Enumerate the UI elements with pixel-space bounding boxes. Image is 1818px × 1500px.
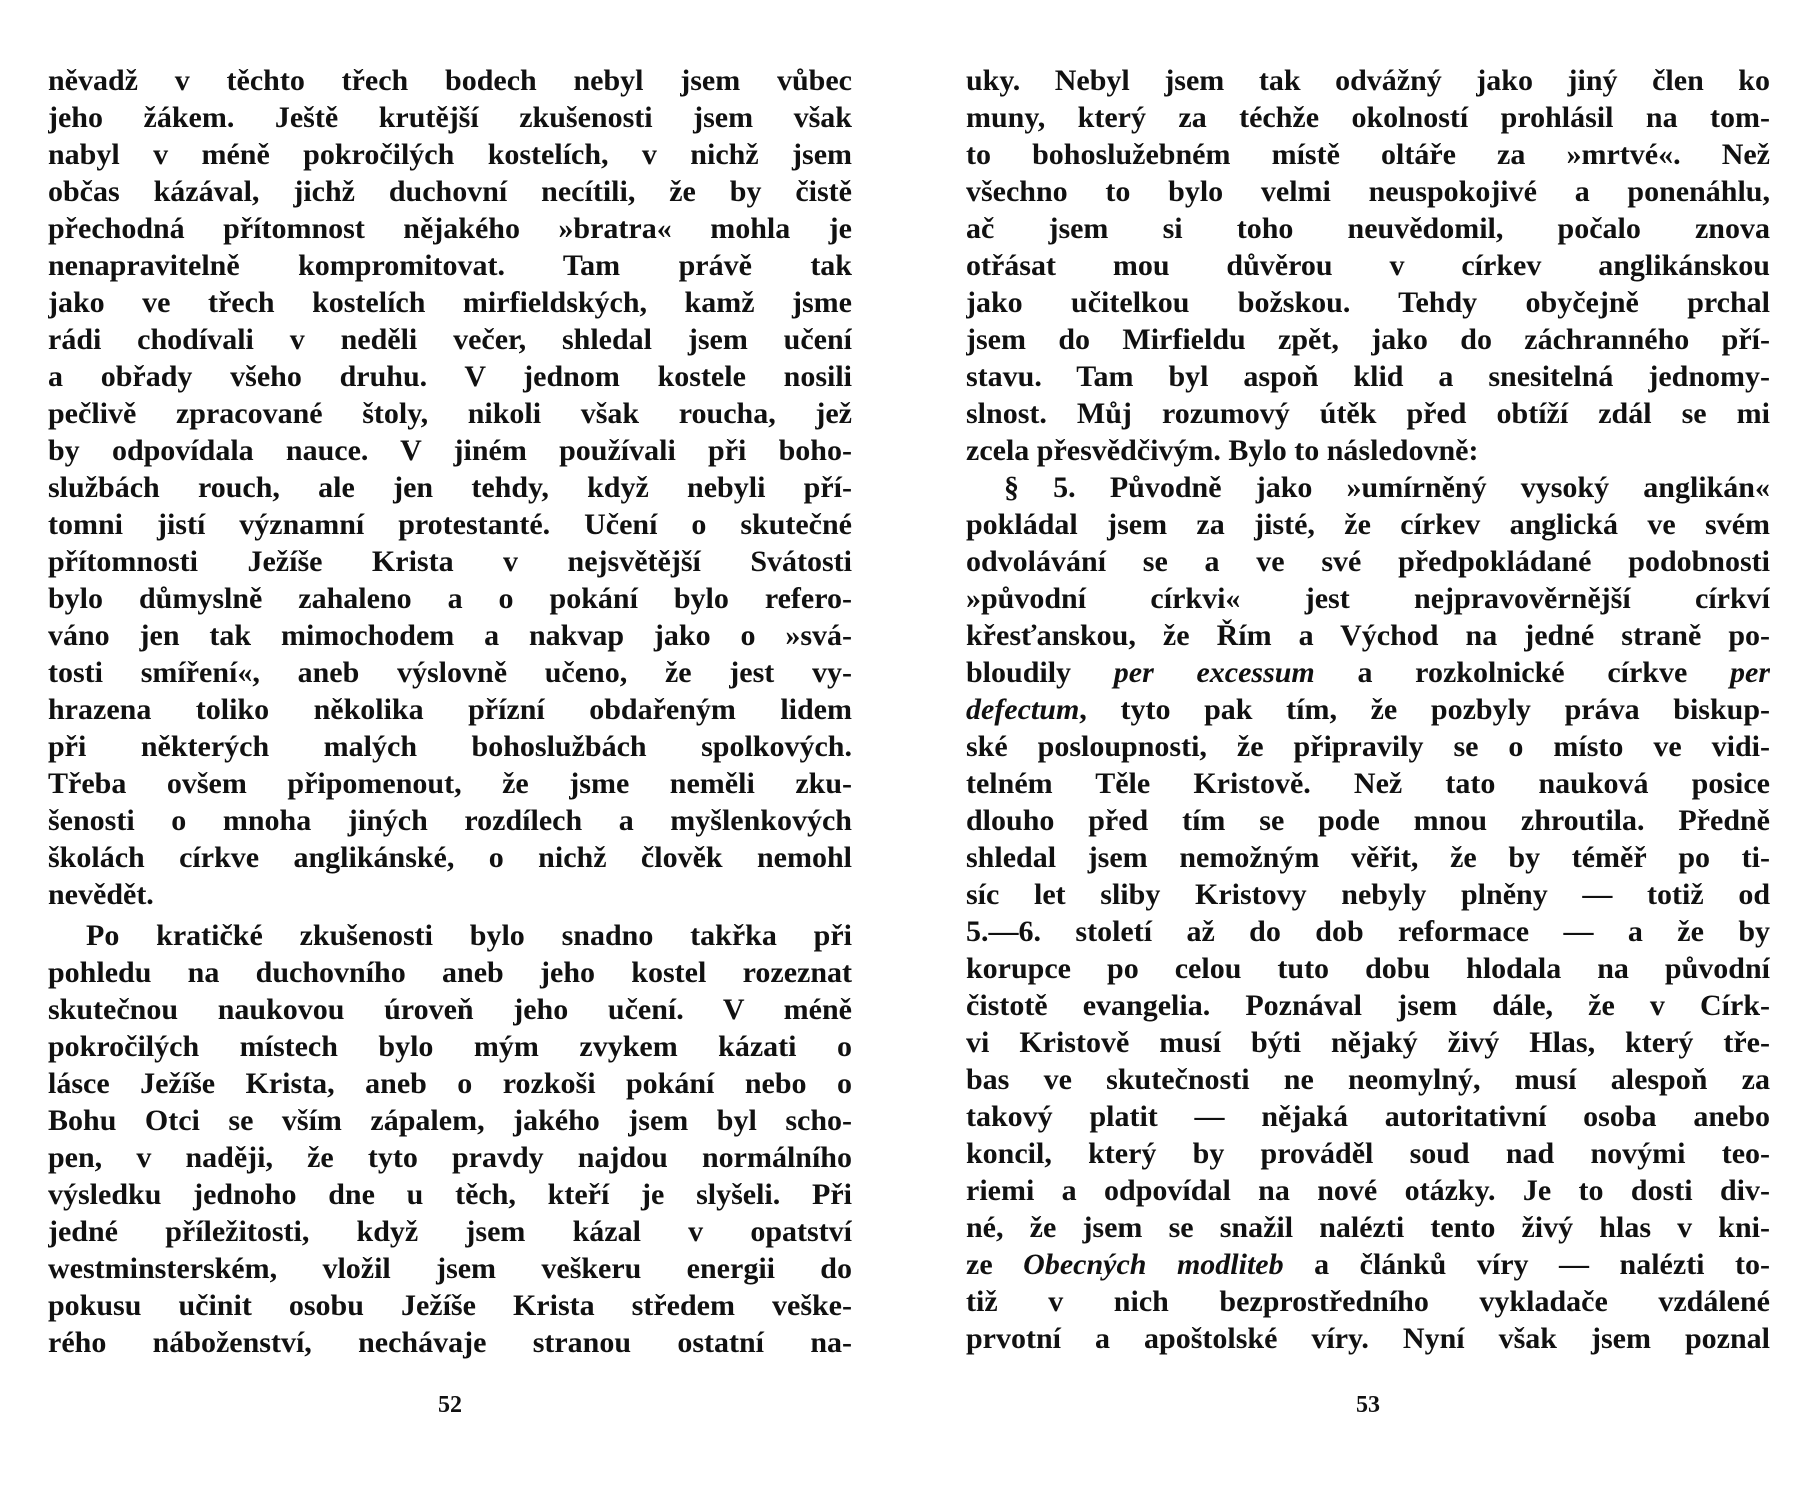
- text-line: defectum, tyto pak tím, že pozbyly práva biskup-: [966, 693, 1770, 726]
- text-line: pokládal jsem za jisté, že církev anglická ve svém: [966, 508, 1770, 541]
- text-line: otřásat mou důvěrou v církev anglikánskou: [966, 249, 1770, 282]
- text-line: pen, v naději, že tyto pravdy najdou normálního: [48, 1141, 852, 1174]
- paragraph-start-line: Po kratičké zkušenosti bylo snadno takřka při: [86, 919, 852, 952]
- text-line: jako učitelkou božskou. Tehdy obyčejně prchal: [966, 286, 1770, 319]
- text-line: jako ve třech kostelích mirfieldských, kamž jsme: [48, 286, 852, 319]
- text-line: uky. Nebyl jsem tak odvážný jako jiný člen ko: [966, 64, 1770, 97]
- text-line: takový platit — nějaká autoritativní osoba anebo: [966, 1100, 1770, 1133]
- text-line: muny, který za téchže okolností prohlásil na tom-: [966, 101, 1770, 134]
- text-line: bloudily per excessum a rozkolnické církve per: [966, 656, 1770, 689]
- text-line: odvolávání se a ve své předpokládané podobnosti: [966, 545, 1770, 578]
- text-line: bas ve skutečnosti ne neomylný, musí alespoň za: [966, 1063, 1770, 1096]
- text-line: nevědět.: [48, 878, 154, 911]
- paragraph-start-line: § 5. Původně jako »umírněný vysoký anglikán«: [1004, 471, 1770, 504]
- text-line: zcela přesvědčivým. Bylo to následovně:: [966, 434, 1479, 467]
- left-page: [48, 62, 852, 1422]
- text-line: riemi a odpovídal na nové otázky. Je to dosti div-: [966, 1174, 1770, 1207]
- text-line: školách církve anglikánské, o nichž člověk nemohl: [48, 841, 852, 874]
- text-line: váno jen tak mimochodem a nakvap jako o »svá-: [48, 619, 852, 652]
- text-line: telném Těle Kristově. Než tato nauková posice: [966, 767, 1770, 800]
- text-line: pokročilých místech bylo mým zvykem kázati o: [48, 1030, 852, 1063]
- text-line: přítomnosti Ježíše Krista v nejsvětější Svátosti: [48, 545, 852, 578]
- text-line: pokusu učinit osobu Ježíše Krista středem veške-: [48, 1289, 852, 1322]
- text-line: nenapravitelně kompromitovat. Tam právě tak: [48, 249, 852, 282]
- text-line: pečlivě zpracované štoly, nikoli však roucha, jež: [48, 397, 852, 430]
- text-line: korupce po celou tuto dobu hlodala na původní: [966, 952, 1770, 985]
- text-line: při některých malých bohoslužbách spolkových.: [48, 730, 852, 763]
- text-line: koncil, který by prováděl soud nad novými teo-: [966, 1137, 1770, 1170]
- text-line: Třeba ovšem připomenout, že jsme neměli zku-: [48, 767, 852, 800]
- text-line: tosti smíření«, aneb výslovně učeno, že jest vy-: [48, 656, 852, 689]
- text-line: by odpovídala nauce. V jiném používali při boho-: [48, 434, 852, 467]
- text-line: ské posloupnosti, že připravily se o místo ve vidi-: [966, 730, 1770, 763]
- text-line: Bohu Otci se vším zápalem, jakého jsem byl scho-: [48, 1104, 852, 1137]
- text-line: šenosti o mnoha jiných rozdílech a myšlenkových: [48, 804, 852, 837]
- text-line: skutečnou naukovou úroveň jeho učení. V méně: [48, 993, 852, 1026]
- text-line: ač jsem si toho neuvědomil, počalo znova: [966, 212, 1770, 245]
- text-line: 5.—6. století až do dob reformace — a že by: [966, 915, 1770, 948]
- text-line: westminsterském, vložil jsem veškeru energii do: [48, 1252, 852, 1285]
- text-line: přechodná přítomnost nějakého »bratra« mohla je: [48, 212, 852, 245]
- text-line: né, že jsem se snažil nalézti tento živý hlas v kni-: [966, 1211, 1770, 1244]
- right-page: [966, 62, 1770, 1422]
- text-line: shledal jsem nemožným věřit, že by téměř po ti-: [966, 841, 1770, 874]
- text-line: pohledu na duchovního aneb jeho kostel rozeznat: [48, 956, 852, 989]
- text-line: vi Kristově musí býti nějaký živý Hlas, který tře-: [966, 1026, 1770, 1059]
- text-line: tomni jistí významní protestanté. Učení o skutečné: [48, 508, 852, 541]
- text-line: dlouho před tím se pode mnou zhroutila. Předně: [966, 804, 1770, 837]
- text-line: službách rouch, ale jen tehdy, když nebyli pří-: [48, 471, 852, 504]
- text-line: bylo důmyslně zahaleno a o pokání bylo refero-: [48, 582, 852, 615]
- text-line: rádi chodívali v neděli večer, shledal jsem učení: [48, 323, 852, 356]
- text-line: něvadž v těchto třech bodech nebyl jsem vůbec: [48, 64, 852, 97]
- text-line: jeho žákem. Ještě krutější zkušenosti jsem však: [48, 101, 852, 134]
- text-line: všechno to bylo velmi neuspokojivé a ponenáhlu,: [966, 175, 1770, 208]
- text-line: tiž v nich bezprostředního vykladače vzdálené: [966, 1285, 1770, 1318]
- text-line: jsem do Mirfieldu zpět, jako do záchranného pří-: [966, 323, 1770, 356]
- text-line: stavu. Tam byl aspoň klid a snesitelná jednomy-: [966, 360, 1770, 393]
- text-line: »původní církvi« jest nejpravověrnější církví: [966, 582, 1770, 615]
- text-line: křesťanskou, že Řím a Východ na jedné straně po-: [966, 619, 1770, 652]
- text-line: hrazena toliko několika přízní obdařeným lidem: [48, 693, 852, 726]
- text-line: síc let sliby Kristovy nebyly plněny — totiž od: [966, 878, 1770, 911]
- page-number-left: 52: [438, 1392, 462, 1418]
- text-line: prvotní a apoštolské víry. Nyní však jsem poznal: [966, 1322, 1770, 1355]
- text-line: občas kázával, jichž duchovní necítili, že by čistě: [48, 175, 852, 208]
- text-line: a obřady všeho druhu. V jednom kostele nosili: [48, 360, 852, 393]
- text-line: jedné příležitosti, když jsem kázal v opatství: [48, 1215, 852, 1248]
- text-line: lásce Ježíše Krista, aneb o rozkoši pokání nebo o: [48, 1067, 852, 1100]
- text-line: nabyl v méně pokročilých kostelích, v nichž jsem: [48, 138, 852, 171]
- text-line: to bohoslužebném místě oltáře za »mrtvé«. Než: [966, 138, 1770, 171]
- text-line: výsledku jednoho dne u těch, kteří je slyšeli. Při: [48, 1178, 852, 1211]
- text-line: čistotě evangelia. Poznával jsem dále, že v Círk-: [966, 989, 1770, 1022]
- text-line: slnost. Můj rozumový útěk před obtíží zdál se mi: [966, 397, 1770, 430]
- text-line: ze Obecných modliteb a článků víry — nalézti to-: [966, 1248, 1770, 1281]
- page-number-right: 53: [1356, 1392, 1380, 1418]
- text-line: rého náboženství, nechávaje stranou ostatní na-: [48, 1326, 852, 1359]
